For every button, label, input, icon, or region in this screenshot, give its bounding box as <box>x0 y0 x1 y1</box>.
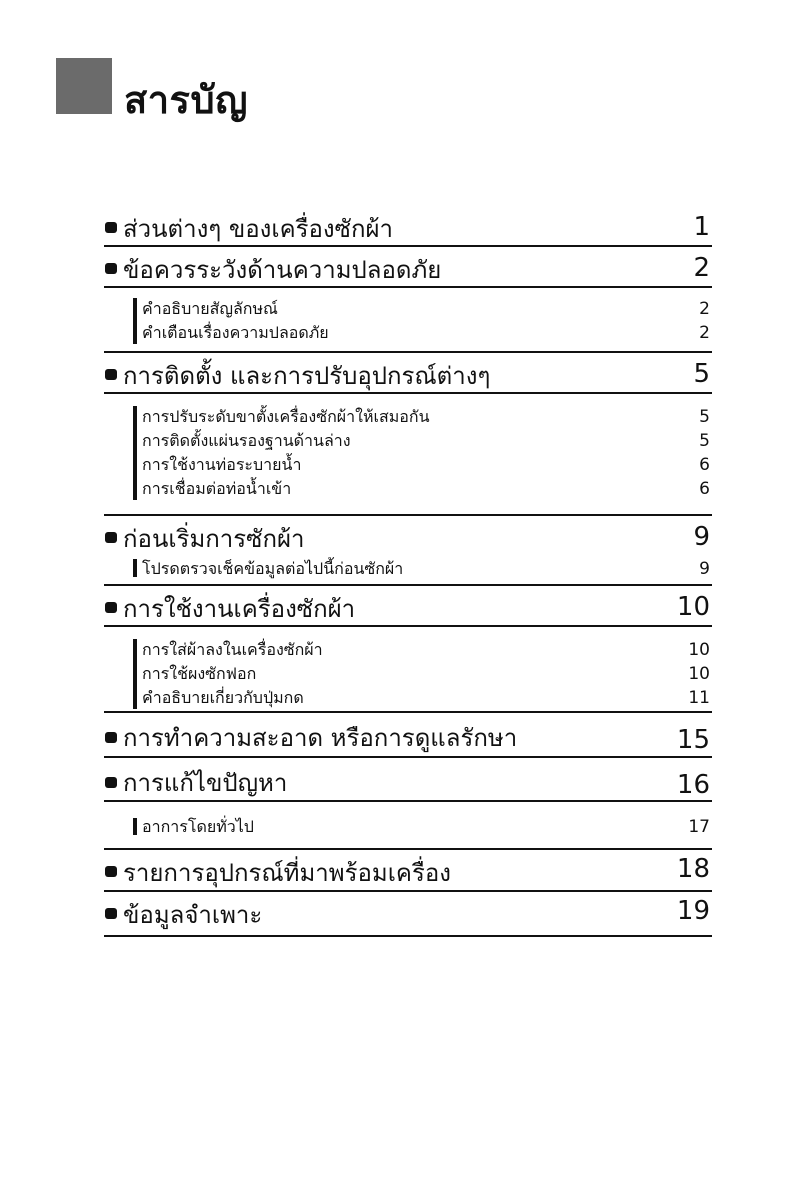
toc-subsection-loading[interactable] <box>104 637 712 661</box>
page-title: สารบัญ <box>124 78 248 122</box>
section-label: การใช้งานเครื่องซักผ้า <box>123 595 356 623</box>
subsection-page-number: 5 <box>699 407 710 427</box>
toc-subsection-inlet-hose[interactable] <box>104 476 712 500</box>
subsection-page-number: 10 <box>688 640 710 660</box>
subsection-label: อาการโดยทั่วไป <box>142 817 254 836</box>
square-bullet-icon <box>105 602 117 613</box>
subsection-label: การใส่ผ้าลงในเครื่องซักผ้า <box>142 640 323 659</box>
section-page-number: 19 <box>676 896 710 926</box>
square-bullet-icon <box>105 732 117 743</box>
section-label: รายการอุปกรณ์ที่มาพร้อมเครื่อง <box>123 859 452 887</box>
section-label: ข้อควรระวังด้านความปลอดภัย <box>123 256 442 284</box>
subsection-label: การเชื่อมต่อท่อน้ำเข้า <box>142 479 292 498</box>
toc-section-operation[interactable] <box>104 586 712 627</box>
subsection-page-number: 5 <box>699 431 710 451</box>
section-page-number: 10 <box>676 592 710 622</box>
toc-subsection-group-operation <box>104 627 712 713</box>
subsection-page-number: 6 <box>699 479 710 499</box>
subsection-page-number: 6 <box>699 455 710 475</box>
subsection-label: การใช้งานท่อระบายน้ำ <box>142 455 302 474</box>
toc-subsection-drain-hose[interactable] <box>104 452 712 476</box>
toc-section-safety[interactable] <box>104 247 712 288</box>
section-label: ก่อนเริ่มการซักผ้า <box>123 525 305 553</box>
section-page-number: 2 <box>693 253 710 283</box>
toc-section-specifications[interactable] <box>104 892 712 937</box>
subsection-label: การติดตั้งแผ่นรองฐานด้านล่าง <box>142 431 351 450</box>
toc-subsection-detergent[interactable] <box>104 661 712 685</box>
toc-subsection-warnings[interactable] <box>104 320 712 344</box>
toc-subsection-group-troubleshooting <box>104 802 712 850</box>
toc-section-parts[interactable] <box>104 206 712 247</box>
section-page-number: 15 <box>676 725 710 755</box>
section-label: การทำความสะอาด หรือการดูแลรักษา <box>123 724 518 752</box>
square-bullet-icon <box>105 777 117 788</box>
toc-subsection-leveling[interactable] <box>104 404 712 428</box>
section-page-number: 18 <box>676 854 710 884</box>
toc-subsection-group-installation <box>104 394 712 516</box>
square-bullet-icon <box>105 222 117 233</box>
subsection-label: คำอธิบายเกี่ยวกับปุ่มกด <box>142 688 304 707</box>
subsection-page-number: 2 <box>699 299 710 319</box>
square-bullet-icon <box>105 369 117 380</box>
subsection-label: คำเตือนเรื่องความปลอดภัย <box>142 323 329 342</box>
subsection-page-number: 9 <box>699 559 710 579</box>
subsection-page-number: 17 <box>688 817 710 837</box>
toc-section-troubleshooting[interactable] <box>104 758 712 802</box>
toc-section-installation[interactable] <box>104 353 712 394</box>
toc-subsection-group-safety <box>104 288 712 353</box>
toc-subsection-symbols[interactable] <box>104 296 712 320</box>
toc-section-accessories[interactable] <box>104 850 712 892</box>
square-bullet-icon <box>105 263 117 274</box>
square-bullet-icon <box>105 532 117 543</box>
section-label: การติดตั้ง และการปรับอุปกรณ์ต่างๆ <box>123 362 491 390</box>
section-page-number: 9 <box>693 522 710 552</box>
subsection-page-number: 2 <box>699 323 710 343</box>
table-of-contents <box>104 206 712 937</box>
toc-subsection-base-plate[interactable] <box>104 428 712 452</box>
toc-subsection-group-before-washing <box>104 556 712 586</box>
title-gray-block <box>56 58 112 114</box>
subsection-label: คำอธิบายสัญลักษณ์ <box>142 299 278 318</box>
section-label: ข้อมูลจำเพาะ <box>123 901 263 929</box>
section-label: การแก้ไขปัญหา <box>123 769 288 797</box>
subsection-label: การปรับระดับขาตั้งเครื่องซักผ้าให้เสมอกัน <box>142 407 430 426</box>
toc-section-before-washing[interactable] <box>104 516 712 556</box>
subsection-page-number: 10 <box>688 664 710 684</box>
section-page-number: 5 <box>693 359 710 389</box>
toc-subsection-symptoms[interactable] <box>104 814 712 838</box>
square-bullet-icon <box>105 908 117 919</box>
section-page-number: 1 <box>693 212 710 242</box>
subsection-label: โปรดตรวจเช็คข้อมูลต่อไปนี้ก่อนซักผ้า <box>142 559 404 578</box>
toc-subsection-check-info[interactable] <box>104 556 712 580</box>
subsection-page-number: 11 <box>688 688 710 708</box>
toc-section-cleaning[interactable] <box>104 713 712 758</box>
square-bullet-icon <box>105 866 117 877</box>
section-page-number: 16 <box>676 770 710 800</box>
section-label: ส่วนต่างๆ ของเครื่องซักผ้า <box>123 215 394 243</box>
toc-subsection-buttons[interactable] <box>104 685 712 709</box>
subsection-label: การใช้ผงซักฟอก <box>142 664 257 683</box>
